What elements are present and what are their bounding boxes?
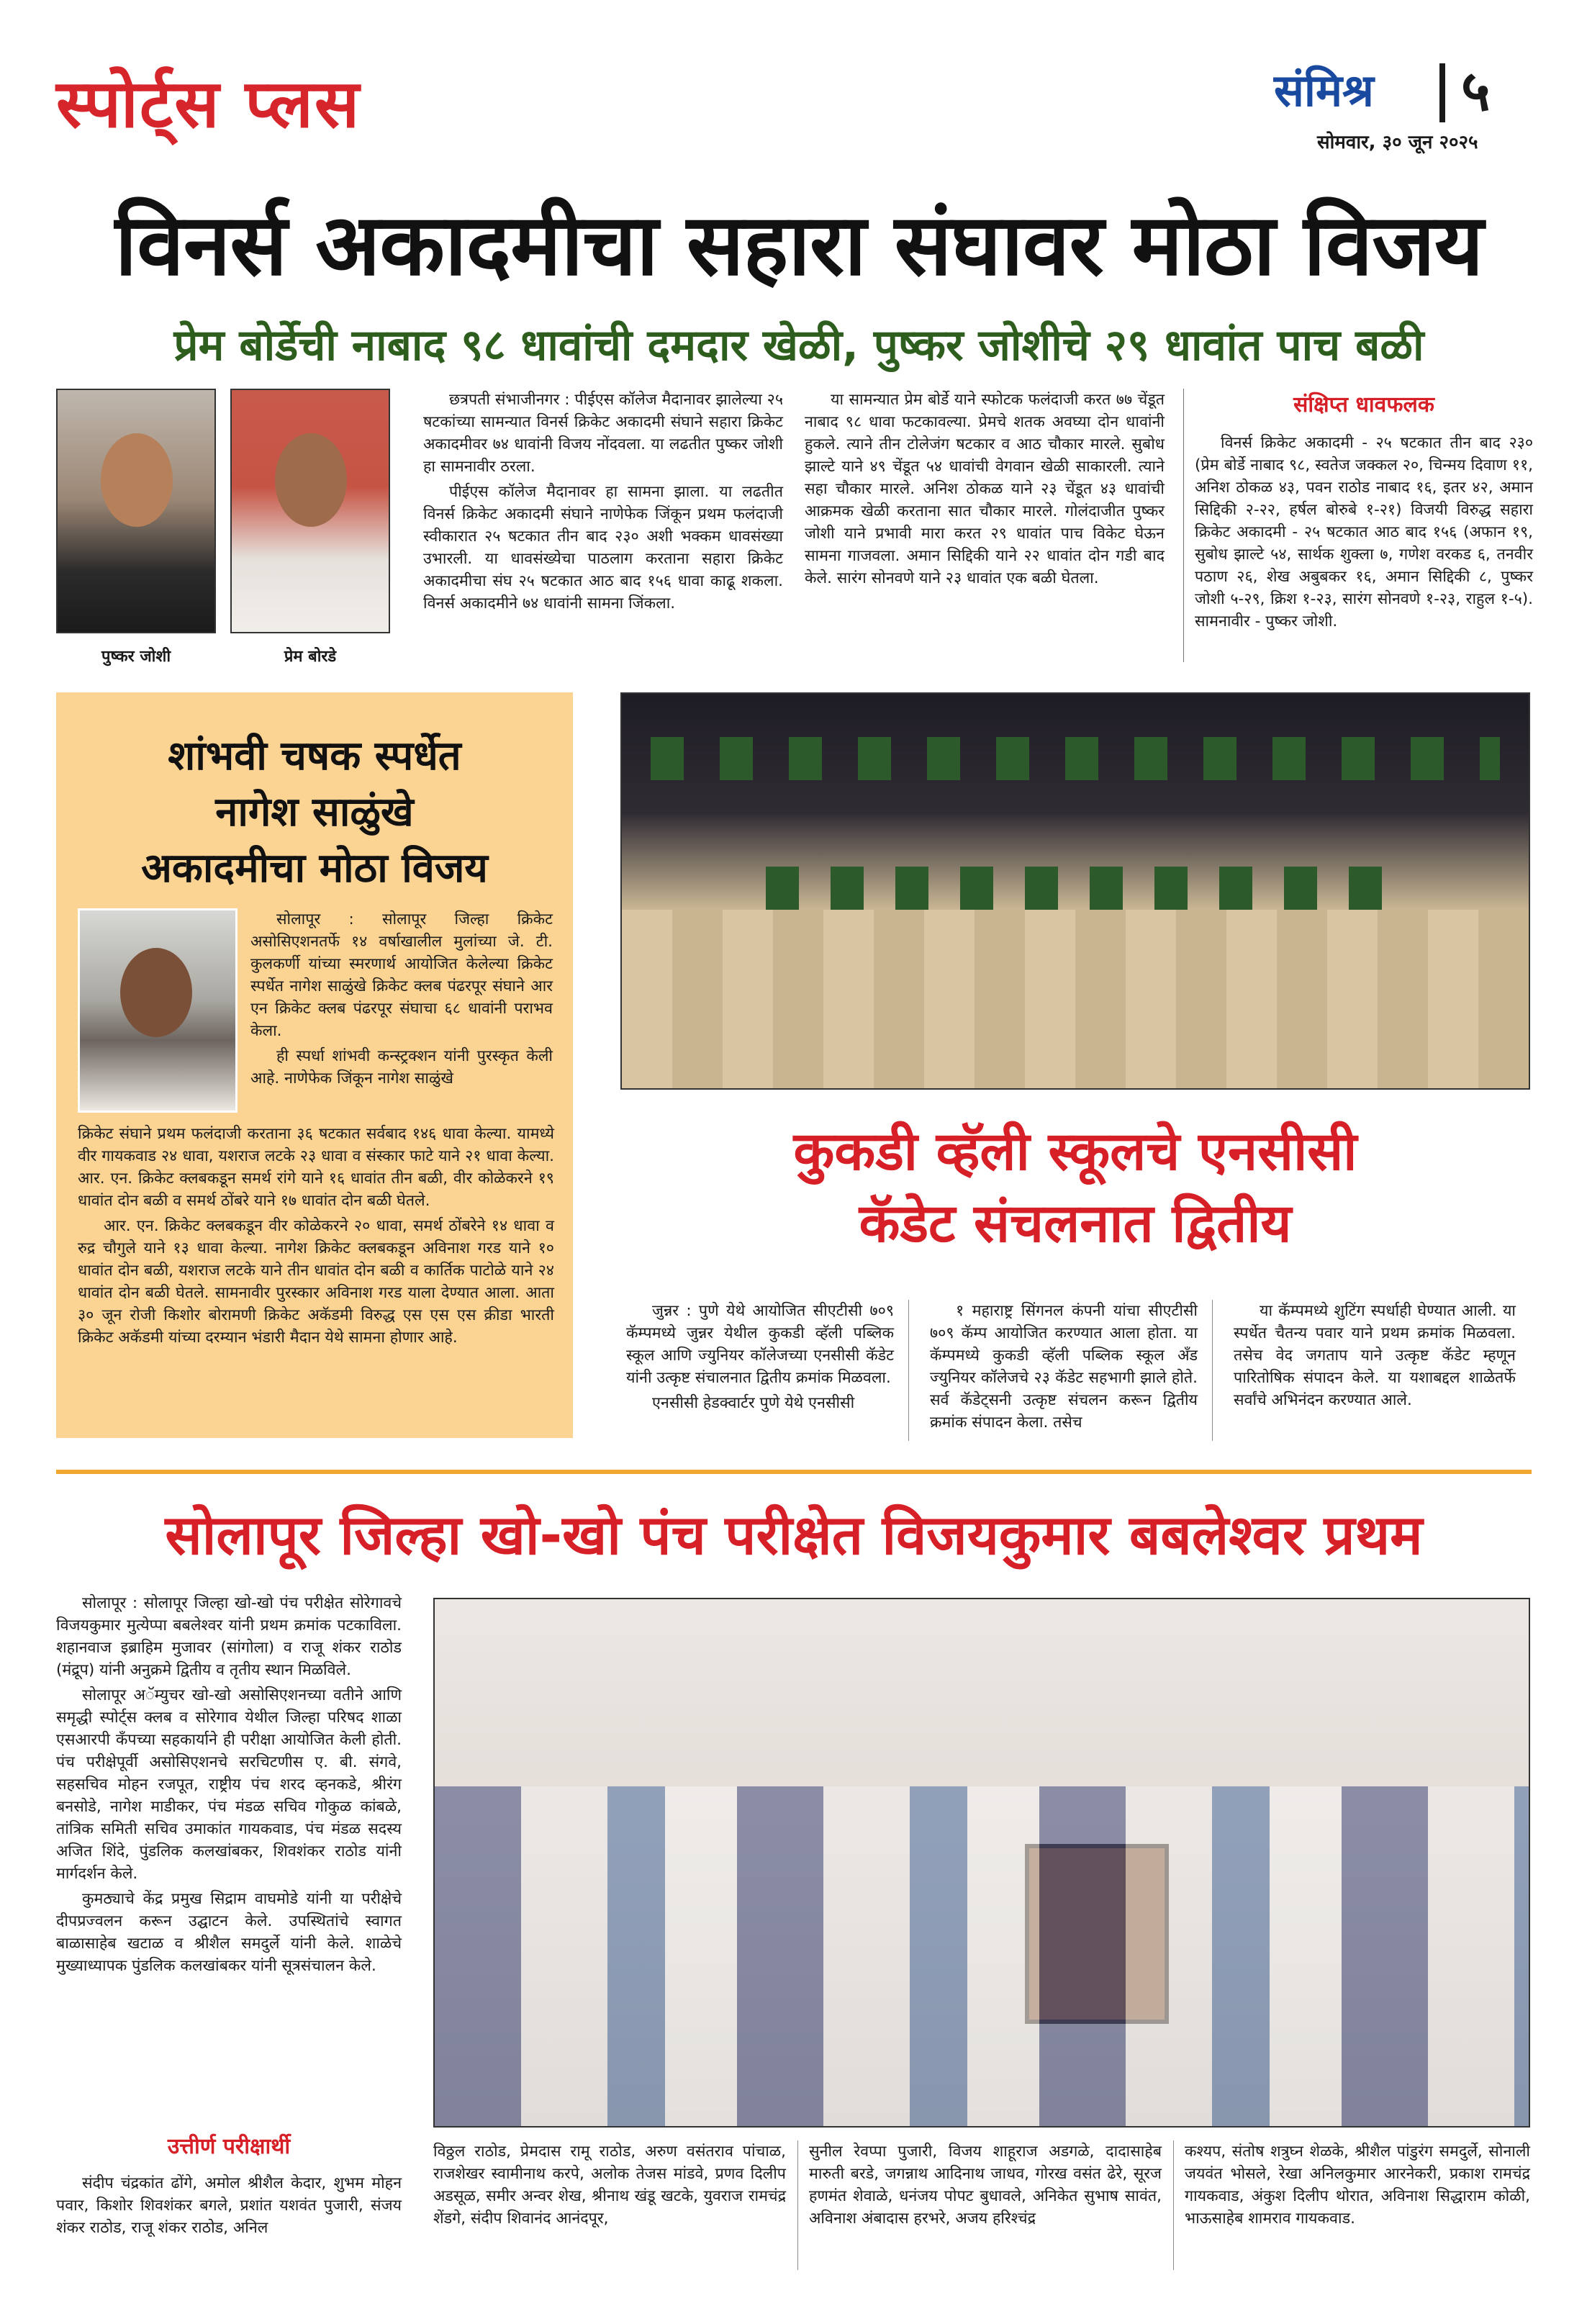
story4-headline: सोलापूर जिल्हा खो-खो पंच परीक्षेत विजयकुमार बबलेश्वर प्रथम [165,1503,1423,1567]
story4-para: सोलापूर अॅम्युचर खो-खो असोसिएशनच्या वतीने आणि समृद्धी स्पोर्ट्स क्लब व सोरेगाव येथील जिल्हा परिषद शाळा एसआरपी कॅंपच्या सहकार्याने ही परीक्षा आयोजित केली होती. पंच परीक्षेपूर्वी असोसिएशनचे सरचिटणीस ए. बी. संगवे, सहसचिव मोहन रजपूत, राष्ट्रीय पंच शरद व्हनकडे, श्रीरंग बनसोडे, नागेश माडीकर, पंच मंडळ सचिव गोकुळ कांबळे, तांत्रिक समिती सचिव उमाकांत गायकवाड, पंच मंडळ सदस्य अजित शिंदे, पुंडलिक कलखांबकर, शिवशंकर राठोड यांनी मार्गदर्शन केले. [56,1686,402,1883]
story4-para: सोलापूर : सोलापूर जिल्हा खो-खो पंच परीक्षेत सोरेगावचे विजयकुमार मुत्येप्पा बबलेश्वर यांनी प्रथम क्रमांक पटकाविला. शहानवाज इब्राहिम मुजावर (सांगोला) व राजू शंकर राठोड (मंद्रूप) यांनी अनुक्रमे द्वितीय व तृतीय स्थान मिळविले. [56,1594,402,1679]
dateline: सोमवार, ३० जून २०२५ [1317,132,1478,153]
scorecard-body [1195,432,1533,636]
story3-para: या कॅम्पमध्ये शुटिंग स्पर्धाही घेण्यात आली. या स्पर्धेत चैतन्य पवार याने प्रथम क्रमांक मिळवला. तसेच वेद जगताप याने उत्कृष्ट कॅडेट म्हणून पारितोषिक संपादन केले. या यशाबद्दल शाळेतर्फे सर्वांचे अभिनंदन करण्यात आले. [1234,1302,1516,1409]
passed-list-1 [56,2172,402,2242]
story3-column-2 [930,1300,1198,1437]
story2-headline [56,728,573,897]
story1-col2-para: या सामन्यात प्रेम बोर्डे याने स्फोटक फलंदाजी करत ७७ चेंडूत नाबाद ९८ धावा फटकावल्या. प्रेमचे शतक अवघ्या दोन धावांनी हुकले. त्याने तीन टोलेजंग षटकार व आठ चौकार मारले. सुबोध झाल्टे याने ४९ चेंडूत ५४ धावांची वेगवान खेळी साकारली. त्याने सहा चौकार मारले. अनिश ठोकळ याने २३ चेंडूत ४३ धावांची आक्रमक खेळी करताना सात चौकार मारले. गोलंदाजीत पुष्कर जोशी याने प्रभावी मारा करत २९ धावांत पाच विकेट घेऊन सामना गाजवला. अमान सिद्दिकी याने २२ धावांत दोन गडी बाद केले. सारंग सोनवणे याने २३ धावांत एक बळी घेतला. [805,391,1165,587]
scorecard-text: विनर्स क्रिकेट अकादमी - २५ षटकात तीन बाद २३० (प्रेम बोर्डे नाबाद ९८, स्वतेज जक्कल २०, चिन्मय दिवाण ११, अनिश ठोकळ ४३, पवन राठोड नाबाद १६, इतर ४२, अमान सिद्दिकी २-२२, हर्षल बोरुबे १-२१) विजयी विरुद्ध सहारा क्रिकेट अकादमी - २५ षटकात आठ बाद १५६ (अफान १९, सुबोध झाल्टे ५४, सार्थक शुक्ला ७, गणेश वरकड ६, तनवीर पठाण २६, शेख अबुबकर १६, अमान सिद्दिकी ८, पुष्कर जोशी ५-२९, क्रिश १-२३, सारंग सोनवणे १-२३, राहुल १-५). सामनावीर - पुष्कर जोशी. [1195,434,1533,630]
story1-column-1 [423,389,783,618]
section-label: संमिश्र [1274,64,1374,117]
column-divider [797,2140,798,2270]
story4-column-1 [56,1592,402,1980]
story4-para: कुमठ्याचे केंद्र प्रमुख सिद्राम वाघमोडे यांनी या परीक्षेचे दीपप्रज्वलन करून उद्घाटन केले. उपस्थितांचे स्वागत बाळासाहेब खटाळ व श्रीशैल समदुर्ले यांनी केले. शाळेचे मुख्याध्यापक पुंडलिक कलखांबकर यांनी सूत्रसंचालन केले. [56,1890,402,1975]
photo-kho-kho-officials [433,1598,1530,2128]
photo2-caption: प्रेम बोरडे [284,648,337,666]
page-number: ५ [1461,59,1491,124]
story2-para: क्रिकेट संघाने प्रथम फलंदाजी करताना ३६ षटकात सर्वबाद १४६ धावा केल्या. यामध्ये वीर गायकवाड २४ धावा, यशराज लटके २३ धावा व संस्कार फाटे याने २१ धावा केल्या. आर. एन. क्रिकेट क्लबकडून समर्थ रांगे याने १६ धावांत तीन बळी, वीर कोळेकरने १९ धावांत दोन बळी व समर्थ ठोंबरे याने १७ धावांत दोन बळी घेतले. [78,1125,554,1210]
story1-subhead: प्रेम बोर्डेची नाबाद ९८ धावांची दमदार खेळी, पुष्कर जोशीचे २९ धावांत पाच बळी [173,320,1424,371]
story2-para: सोलापूर : सोलापूर जिल्हा क्रिकेट असोसिएशनतर्फे १४ वर्षाखालील मुलांच्या जे. टी. कुलकर्णी यांच्या स्मरणार्थ आयोजित केलेल्या क्रिकेट स्पर्धेत नागेश साळुंखे क्रिकेट क्लब पंढरपूर संघाने आर एन क्रिकेट क्लब पंढरपूर संघाचा ६८ धावांनी पराभव केला. [250,910,553,1040]
photo-ncc-cadets [620,692,1530,1090]
passed-list-4 [1185,2140,1530,2233]
story2-wrap-text [250,908,553,1093]
photo1-caption: पुष्कर जोशी [101,648,171,666]
story2-para: आर. एन. क्रिकेट क्लबकडून वीर कोळेकरने २० धावा, समर्थ ठोंबरेने १४ धावा व रुद्र चौगुले याने १३ धावा केल्या. नागेश क्रिकेट क्लबकडून अविनाश गरड याने १० धावांत दोन बळी, यशराज लटके याने तीन धावांत दोन बळी व कार्तिक पाटोळे याने २४ धावांत दोन बळी घेतले. सामनावीर पुरस्कार अविनाश गरड याला देण्यात आला. आता ३० जून रोजी किशोर बोरामणी क्रिकेट अकॅडमी विरुद्ध एस एस एस क्रीडा भारती क्रिकेट अकॅडमी यांच्या दरम्यान भंडारी मैदान येथे सामना होणार आहे. [78,1217,554,1347]
photo-pushkar-joshi [56,389,216,633]
story2-headline-line: शांभवी चषक स्पर्धेत [168,733,461,779]
story1-col1-para: छत्रपती संभाजीनगर : पीईएस कॉलेज मैदानावर झालेल्या २५ षटकांच्या सामन्यात विनर्स क्रिकेट अकादमी संघाने सहारा क्रिकेट अकादमीवर ७४ धावांनी विजय नोंदवला. या लढतीत पुष्कर जोशी हा सामनावीर ठरला. [423,391,783,476]
passed-list-2 [433,2140,786,2233]
story3-column-3 [1234,1300,1516,1414]
column-divider [908,1300,909,1441]
story3-headline-line: कॅडेट संचलनात द्वितीय [859,1193,1292,1254]
section-divider [1439,63,1445,122]
story3-para: जुन्नर : पुणे येथे आयोजित सीएटीसी ७०९ कॅम्पमध्ये जुन्नर येथील कुकडी व्हॅली पब्लिक स्कूल आणि ज्युनियर कॉलेजच्या एनसीसी कॅडेट यांनी उत्कृष्ट संचालनात द्वितीय क्रमांक मिळवला. [626,1302,894,1387]
scorecard-title: संक्षिप्त धावफलक [1293,392,1434,417]
story2-para: ही स्पर्धा शांभवी कन्स्ट्रक्शन यांनी पुरस्कृत केली आहे. नाणेफेक जिंकून नागेश साळुंखे [250,1047,553,1088]
passed-list-3 [809,2140,1162,2233]
story3-para: एनसीसी हेडक्वार्टर पुणे येथे एनसीसी [652,1394,855,1412]
story3-para: १ महाराष्ट्र सिंगनल कंपनी यांचा सीएटीसी ७०९ कॅम्प आयोजित करण्यात आला होता. या कॅम्पमध्ये कुकडी व्हॅली पब्लिक स्कूल अँड ज्युनियर कॉलेजचे २३ कॅडेट सहभागी झाले होते. सर्व कॅडेट्सनी उत्कृष्ट संचलन करून द्वितीय क्रमांक संपादन केला. तसेच [930,1302,1198,1432]
section-rule [56,1470,1532,1474]
passed-names: विठ्ठल राठोड, प्रेमदास रामू राठोड, अरुण वसंतराव पांचाळ, राजशेखर स्वामीनाथ करपे, अलोक तेजस मांडवे, प्रणव दिलीप अडसूळ, समीर अन्वर शेख, श्रीनाथ खंडू खटके, युवराज रामचंद्र शेंडगे, संदीप शिवानंद आनंदपूर, [433,2143,786,2228]
story3-headline-line: कुकडी व्हॅली स्कूलचे एनसीसी [793,1121,1357,1183]
story2-headline-line: नागेश साळुंखे [215,789,414,836]
photo-prem-borde [230,389,390,633]
story1-headline: विनर्स अकादमीचा सहारा संघावर मोठा विजय [114,195,1483,294]
story3-headline [620,1116,1530,1260]
story4-subhead: उत्तीर्ण परीक्षार्थी [167,2134,291,2159]
column-divider [1173,2140,1174,2270]
story1-column-2 [805,389,1165,592]
column-divider [1183,389,1184,662]
story2-full-text [78,1123,554,1352]
photo-nagesh-salunkhe [78,908,238,1113]
passed-names: संदीप चंद्रकांत ढोंगे, अमोल श्रीशैल केदार, शुभम मोहन पवार, किशोर शिवशंकर बगले, प्रशांत यशवंत पुजारी, संजय शंकर राठोड, राजू शंकर राठोड, अनिल [56,2174,402,2237]
story2-headline-line: अकादमीचा मोठा विजय [141,845,488,892]
column-divider [1212,1300,1213,1441]
masthead: स्पोर्ट्स प्लस [56,65,361,143]
story3-column-1 [626,1300,894,1417]
story1-col1-para: पीईएस कॉलेज मैदानावर हा सामना झाला. या लढतीत विनर्स क्रिकेट अकादमी संघाने नाणेफेक जिंकून प्रथम फलंदाजी स्वीकारात २५ षटकात तीन बाद २३० अशी भक्कम धावसंख्या उभारली. या धावसंख्येचा पाठलाग करताना सहारा क्रिकेट अकादमीचा संघ २५ षटकात आठ बाद १५६ धावा काढू शकला. विनर्स अकादमीने ७४ धावांनी सामना जिंकला. [423,483,783,612]
passed-names: सुनील रेवप्पा पुजारी, विजय शाहूराज अडगळे, दादासाहेब मारुती बरडे, जगन्नाथ आदिनाथ जाधव, गोरख वसंत ढेरे, सूरज हणमंत शेवाळे, धनंजय पोपट बुधावले, अनिकेत सुभाष सावंत, अविनाश अंबादास हरभरे, अजय हरिश्चंद्र [809,2143,1162,2228]
passed-names: कश्यप, संतोष शत्रुघ्न शेळके, श्रीशैल पांडुरंग समदुर्ले, सोनाली जयवंत भोसले, रेखा अनिलकुमार आरनेकरी, प्रकाश रामचंद्र गायकवाड, अंकुश दिलीप थोरात, अविनाश सिद्धाराम कोळी, भाऊसाहेब शामराव गायकवाड. [1185,2143,1530,2228]
